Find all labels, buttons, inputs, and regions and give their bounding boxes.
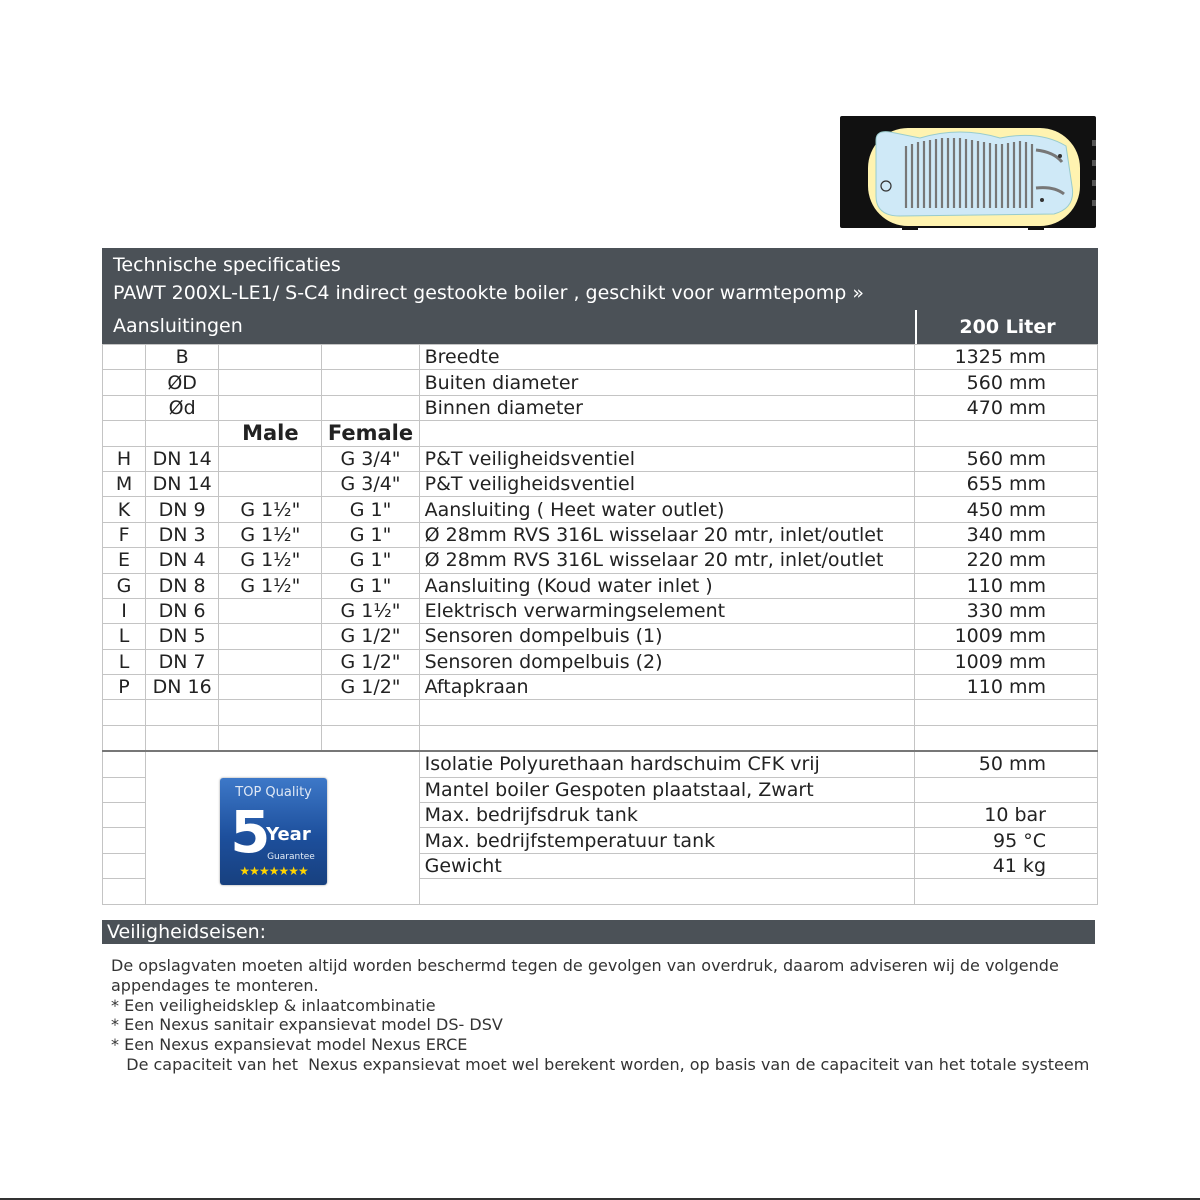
table-row xyxy=(103,471,1098,496)
connection-desc: Ø 28mm RVS 316L wisselaar 20 mtr, inlet/outlet xyxy=(419,522,914,547)
badge-top-text: TOP Quality xyxy=(235,785,312,801)
property-value: 50 mm xyxy=(914,751,1097,777)
connection-male: G 1½" xyxy=(219,573,322,598)
connection-value: 1009 mm xyxy=(914,649,1097,674)
safety-line: appendages te monteren. xyxy=(111,975,319,995)
connection-desc: Ø 28mm RVS 316L wisselaar 20 mtr, inlet/outlet xyxy=(419,548,914,573)
connections-header xyxy=(102,310,1098,344)
connection-letter: G xyxy=(103,573,146,598)
table-row xyxy=(103,675,1098,700)
badge-year: Year xyxy=(266,824,311,846)
table-row xyxy=(103,573,1098,598)
badge-number: 5 xyxy=(230,798,271,867)
property-label: Gewicht xyxy=(419,853,914,878)
connection-letter: H xyxy=(103,446,146,471)
connection-dn: DN 4 xyxy=(146,548,219,573)
property-value: 95 °C xyxy=(914,828,1097,853)
connection-value: 330 mm xyxy=(914,598,1097,623)
badge-cell xyxy=(146,751,420,904)
connection-dn: DN 8 xyxy=(146,573,219,598)
property-value xyxy=(914,777,1097,802)
connection-female: G 1" xyxy=(322,548,419,573)
connection-dn: DN 14 xyxy=(146,471,219,496)
column-header-row xyxy=(103,421,1098,446)
connection-value: 655 mm xyxy=(914,471,1097,496)
safety-line: De opslagvaten moeten altijd worden beschermd tegen de gevolgen van overdruk, daarom adviseren wij de volgende xyxy=(111,956,1059,975)
connection-value: 340 mm xyxy=(914,522,1097,547)
table-row xyxy=(103,345,1098,370)
connection-male xyxy=(219,598,322,623)
connection-male: G 1½" xyxy=(219,548,322,573)
connection-female: G 1" xyxy=(322,522,419,547)
connection-dn: DN 5 xyxy=(146,624,219,649)
connection-dn: DN 16 xyxy=(146,675,219,700)
dimension-value: 560 mm xyxy=(914,370,1097,395)
table-row xyxy=(103,395,1098,420)
connection-female: G 3/4" xyxy=(322,446,419,471)
property-value: 41 kg xyxy=(914,853,1097,878)
connection-letter: F xyxy=(103,522,146,547)
connection-desc: Sensoren dompelbuis (1) xyxy=(419,624,914,649)
connection-desc: Aansluiting (Koud water inlet ) xyxy=(419,573,914,598)
property-label: Mantel boiler Gespoten plaatstaal, Zwart xyxy=(419,777,914,802)
connection-dn: DN 9 xyxy=(146,497,219,522)
connection-value: 110 mm xyxy=(914,573,1097,598)
male-header: Male xyxy=(219,421,322,446)
connection-letter: P xyxy=(103,675,146,700)
connections-label: Aansluitingen xyxy=(113,315,243,337)
connection-female: G 1/2" xyxy=(322,649,419,674)
spec-header xyxy=(102,248,1098,310)
spec-title: Technische specificaties xyxy=(113,254,341,276)
connection-letter: M xyxy=(103,471,146,496)
table-row xyxy=(103,497,1098,522)
connection-desc: Aansluiting ( Heet water outlet) xyxy=(419,497,914,522)
dimension-code: B xyxy=(146,345,219,370)
safety-text xyxy=(111,956,1091,1075)
connection-dn: DN 6 xyxy=(146,598,219,623)
table-row xyxy=(103,548,1098,573)
connection-desc: Sensoren dompelbuis (2) xyxy=(419,649,914,674)
connection-dn: DN 3 xyxy=(146,522,219,547)
connection-letter: E xyxy=(103,548,146,573)
dimension-label: Binnen diameter xyxy=(419,395,914,420)
connection-letter: I xyxy=(103,598,146,623)
connection-value: 560 mm xyxy=(914,446,1097,471)
safety-line: * Een veiligheidsklep & inlaatcombinatie xyxy=(111,995,436,1015)
connection-female: G 1" xyxy=(322,573,419,598)
table-row xyxy=(103,598,1098,623)
connection-female: G 1" xyxy=(322,497,419,522)
female-header: Female xyxy=(322,421,419,446)
connection-male: G 1½" xyxy=(219,497,322,522)
connection-value: 1009 mm xyxy=(914,624,1097,649)
dimension-code: Ød xyxy=(146,395,219,420)
connection-male xyxy=(219,446,322,471)
connection-value: 110 mm xyxy=(914,675,1097,700)
connection-value: 220 mm xyxy=(914,548,1097,573)
connection-desc: Aftapkraan xyxy=(419,675,914,700)
badge-stars: ★★★★★★★ xyxy=(239,864,308,879)
spec-subtitle: PAWT 200XL-LE1/ S-C4 indirect gestookte boiler , geschikt voor warmtepomp » xyxy=(113,282,865,304)
property-label: Max. bedrijfsdruk tank xyxy=(419,803,914,828)
table-row xyxy=(103,624,1098,649)
dimension-label: Buiten diameter xyxy=(419,370,914,395)
connection-male xyxy=(219,675,322,700)
safety-line: * Een Nexus expansievat model Nexus ERCE xyxy=(111,1035,468,1055)
dimension-value: 1325 mm xyxy=(914,345,1097,370)
empty-row xyxy=(103,725,1098,751)
connection-female: G 3/4" xyxy=(322,471,419,496)
connection-letter: L xyxy=(103,624,146,649)
empty-row xyxy=(103,700,1098,725)
dimension-value: 470 mm xyxy=(914,395,1097,420)
capacity-label: 200 Liter xyxy=(915,310,1098,344)
connection-female: G 1/2" xyxy=(322,624,419,649)
connection-letter: K xyxy=(103,497,146,522)
safety-line: * Een Nexus sanitair expansievat model DS- DSV xyxy=(111,1015,503,1035)
connection-male xyxy=(219,624,322,649)
connection-female: G 1½" xyxy=(322,598,419,623)
connection-value: 450 mm xyxy=(914,497,1097,522)
boiler-illustration xyxy=(840,116,1096,232)
connection-desc: P&T veiligheidsventiel xyxy=(419,446,914,471)
property-label: Isolatie Polyurethaan hardschuim CFK vrij xyxy=(419,751,914,777)
connection-dn: DN 7 xyxy=(146,649,219,674)
table-row xyxy=(103,522,1098,547)
connection-male xyxy=(219,471,322,496)
property-value: 10 bar xyxy=(914,803,1097,828)
spec-table xyxy=(102,344,1098,905)
connection-dn: DN 14 xyxy=(146,446,219,471)
connection-desc: Elektrisch verwarmingselement xyxy=(419,598,914,623)
dimension-code: ØD xyxy=(146,370,219,395)
table-row xyxy=(103,370,1098,395)
connection-letter: L xyxy=(103,649,146,674)
badge-guarantee: Guarantee xyxy=(267,852,315,863)
connection-desc: P&T veiligheidsventiel xyxy=(419,471,914,496)
safety-line: De capaciteit van het Nexus expansievat moet wel berekent worden, op basis van de capaciteit van het totale systeem xyxy=(111,1054,1090,1074)
safety-title: Veiligheidseisen: xyxy=(102,920,1095,944)
dimension-label: Breedte xyxy=(419,345,914,370)
connection-female: G 1/2" xyxy=(322,675,419,700)
table-row xyxy=(103,751,1098,777)
five-year-guarantee-badge xyxy=(220,778,327,885)
connection-male xyxy=(219,649,322,674)
property-label: Max. bedrijfstemperatuur tank xyxy=(419,828,914,853)
connection-male: G 1½" xyxy=(219,522,322,547)
table-row xyxy=(103,446,1098,471)
table-row xyxy=(103,649,1098,674)
